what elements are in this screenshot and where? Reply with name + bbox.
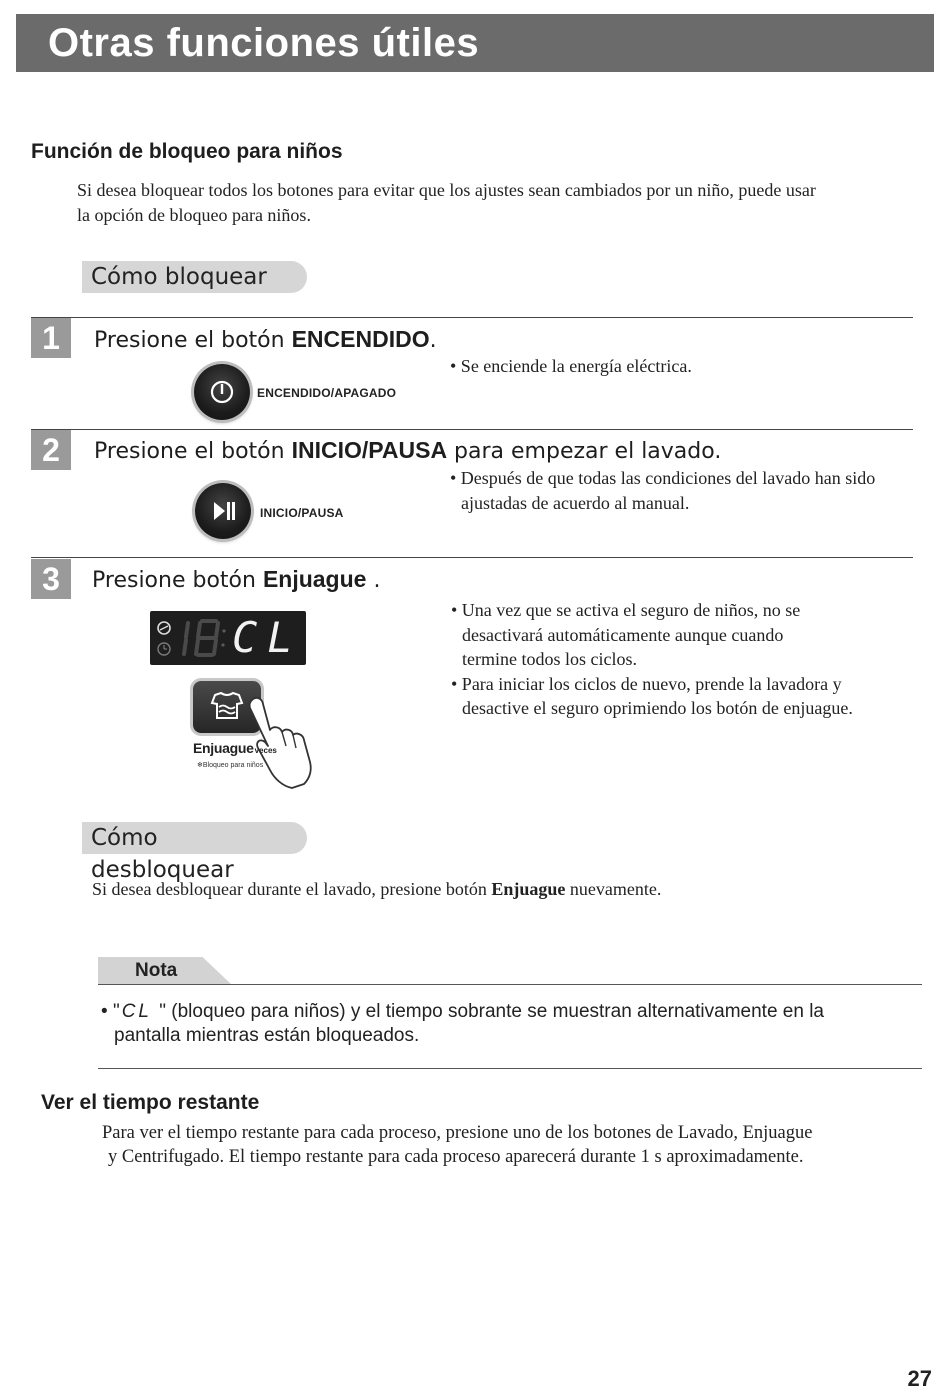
step-number: 3 [31,559,71,599]
note-line2: pantalla mientras están bloqueados. [114,1025,420,1046]
power-button[interactable] [194,364,250,420]
display-readout: CL [232,613,303,662]
play-pause-icon [195,483,251,539]
lock-section-label-text: Cómo bloquear [91,264,267,290]
step-2-note-line1: • Después de que todas las condiciones del lavado han sido [450,468,876,488]
child-lock-symbol: CL [121,1001,152,1022]
note-bottom-rule [98,1068,922,1069]
page-title: Otras funciones útiles [48,21,480,65]
note-line1: • " CL " (bloqueo para niños) y el tiempo sobrante se muestran alternativamente en la [101,1001,824,1022]
power-button-label: ENCENDIDO/APAGADO [257,386,397,400]
power-icon [194,364,250,420]
step-2-instruction: Presione el botón INICIO/PAUSA para empezar el lavado. [94,437,722,464]
step-number: 2 [31,430,71,470]
step-divider [31,317,913,318]
step-3-note-a-line1: • Una vez que se activa el seguro de niños, no se [451,600,801,620]
lock-section-label [82,261,307,293]
step-3-note-b-line2: desactive el seguro oprimiendo los botón de enjuague. [462,698,853,718]
display-ghost-digits [180,611,228,665]
note-label: Nota [135,960,178,981]
remaining-time-line1: Para ver el tiempo restante para cada proceso, presione uno de los botones de Lavado, Enjuague [102,1123,813,1143]
display-status-icons [150,611,180,665]
remaining-time-heading: Ver el tiempo restante [41,1091,260,1114]
step-3-instruction: Presione botón Enjuague . [92,566,381,593]
child-lock-intro-line2: la opción de bloqueo para niños. [77,205,311,225]
step-divider [31,557,913,558]
child-lock-button-caption: ❄Bloqueo para niños [197,762,264,769]
step-3-note-a-line2: desactivará automáticamente aunque cuando [462,625,784,645]
step-3-note-b-line1: • Para iniciar los ciclos de nuevo, prende la lavadora y [451,674,842,694]
step-1-instruction: Presione el botón ENCENDIDO. [94,326,437,353]
start-pause-button[interactable] [195,483,251,539]
page-number: 27 [907,1366,932,1391]
step-3-note-a-line3: termine todos los ciclos. [462,649,637,669]
rinse-button-label: Enjuagueveces [193,740,277,756]
child-lock-heading: Función de bloqueo para niños [31,140,343,163]
child-lock-intro-line1: Si desea bloquear todos los botones para evitar que los ajustes sean cambiados por un niño, puede usar [77,180,816,200]
unlock-section-label-text: Cómo desbloquear [91,825,234,883]
note-top-rule [98,984,922,985]
remaining-time-line2: y Centrifugado. El tiempo restante para cada proceso aparecerá durante 1 s aproximadamente. [108,1147,804,1167]
step-number: 1 [31,318,71,358]
start-pause-button-label: INICIO/PAUSA [260,506,344,520]
unlock-section-label [82,822,307,883]
step-2-note-line2: ajustadas de acuerdo al manual. [461,493,690,513]
control-panel-display [150,611,306,665]
step-divider [31,429,913,430]
step-1-note: • Se enciende la energía eléctrica. [450,356,692,376]
unlock-instruction: Si desea desbloquear durante el lavado, presione botón Enjuague nuevamente. [92,879,662,899]
